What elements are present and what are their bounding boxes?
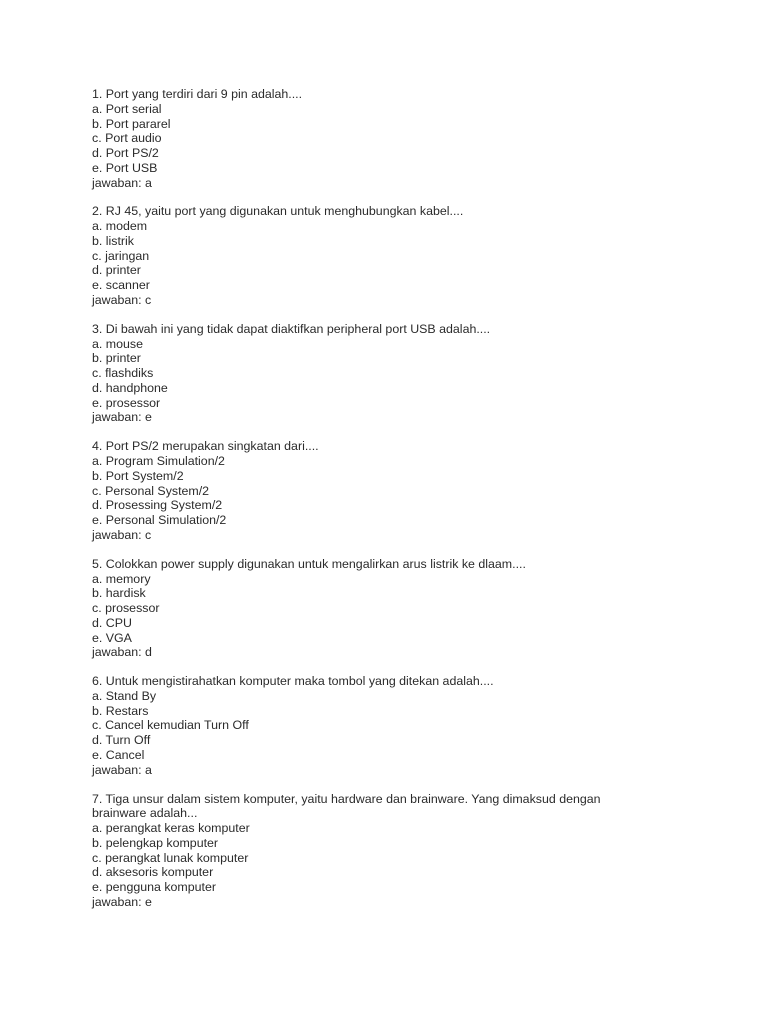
document-page bbox=[92, 87, 732, 924]
option-b: b. hardisk bbox=[92, 586, 146, 601]
answer-line: jawaban: c bbox=[92, 527, 152, 542]
answer-line: jawaban: e bbox=[92, 410, 152, 425]
option-a: a. mouse bbox=[92, 336, 143, 351]
question-text: 6. Untuk mengistirahatkan komputer maka tombol yang ditekan adalah.... bbox=[92, 674, 494, 689]
answer-line: jawaban: a bbox=[92, 175, 152, 190]
option-e: e. Cancel bbox=[92, 747, 145, 762]
option-e: e. prosessor bbox=[92, 395, 161, 410]
option-b: b. Port System/2 bbox=[92, 468, 184, 483]
option-b: b. printer bbox=[92, 351, 141, 366]
option-d: d. Turn Off bbox=[92, 733, 151, 748]
option-b: b. Restars bbox=[92, 703, 149, 718]
question-2 bbox=[92, 204, 732, 307]
answer-line: jawaban: e bbox=[92, 894, 152, 909]
option-a: a. perangkat keras komputer bbox=[92, 821, 250, 836]
option-a: a. memory bbox=[92, 571, 151, 586]
option-e: e. Port USB bbox=[92, 160, 158, 175]
option-c: c. Port audio bbox=[92, 131, 162, 146]
option-c: c. Cancel kemudian Turn Off bbox=[92, 718, 249, 733]
option-c: c. flashdiks bbox=[92, 366, 154, 381]
question-text: 2. RJ 45, yaitu port yang digunakan untuk menghubungkan kabel.... bbox=[92, 204, 464, 219]
question-4 bbox=[92, 439, 732, 542]
option-e: e. Personal Simulation/2 bbox=[92, 513, 227, 528]
option-a: a. modem bbox=[92, 219, 148, 234]
option-d: d. CPU bbox=[92, 615, 132, 630]
option-b: b. Port pararel bbox=[92, 116, 171, 131]
option-c: c. Personal System/2 bbox=[92, 483, 210, 498]
question-text: 3. Di bawah ini yang tidak dapat diaktifkan peripheral port USB adalah.... bbox=[92, 321, 491, 336]
option-c: c. perangkat lunak komputer bbox=[92, 850, 249, 865]
answer-line: jawaban: c bbox=[92, 292, 152, 307]
question-5 bbox=[92, 557, 732, 660]
question-text-continued: brainware adalah... bbox=[92, 806, 198, 821]
option-a: a. Port serial bbox=[92, 101, 162, 116]
option-d: d. Port PS/2 bbox=[92, 146, 159, 160]
option-b: b. listrik bbox=[92, 233, 134, 248]
option-d: d. handphone bbox=[92, 380, 168, 395]
question-6 bbox=[92, 674, 732, 777]
answer-line: jawaban: a bbox=[92, 762, 152, 777]
question-text: 5. Colokkan power supply digunakan untuk mengalirkan arus listrik ke dlaam.... bbox=[92, 556, 526, 571]
question-text: 4. Port PS/2 merupakan singkatan dari.... bbox=[92, 439, 319, 454]
option-d: d. Prosessing System/2 bbox=[92, 498, 223, 513]
question-3 bbox=[92, 322, 732, 425]
answer-line: jawaban: d bbox=[92, 645, 152, 660]
option-b: b. pelengkap komputer bbox=[92, 835, 219, 850]
option-a: a. Program Simulation/2 bbox=[92, 454, 225, 469]
option-c: c. jaringan bbox=[92, 248, 150, 263]
option-d: d. printer bbox=[92, 263, 141, 278]
question-text: 7. Tiga unsur dalam sistem komputer, yaitu hardware dan brainware. Yang dimaksud dengan bbox=[92, 791, 601, 806]
option-e: e. VGA bbox=[92, 630, 132, 645]
question-7 bbox=[92, 792, 732, 910]
option-e: e. pengguna komputer bbox=[92, 880, 216, 895]
question-text: 1. Port yang terdiri dari 9 pin adalah.... bbox=[92, 87, 303, 101]
option-e: e. scanner bbox=[92, 278, 150, 293]
option-d: d. aksesoris komputer bbox=[92, 865, 214, 880]
question-1 bbox=[92, 87, 732, 190]
option-c: c. prosessor bbox=[92, 601, 160, 615]
option-a: a. Stand By bbox=[92, 688, 157, 703]
